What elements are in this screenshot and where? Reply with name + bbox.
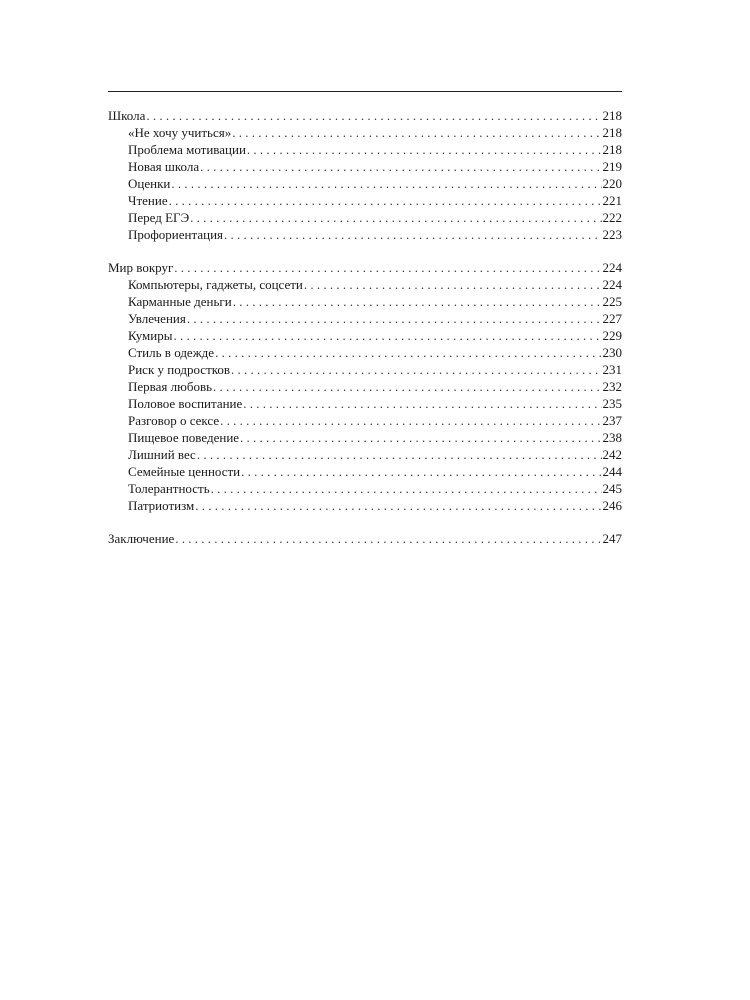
dot-leader <box>200 158 601 175</box>
dot-leader <box>215 344 601 361</box>
dot-leader <box>220 412 601 429</box>
entry-page-number: 232 <box>602 379 622 394</box>
toc-entry[interactable] <box>108 378 622 395</box>
entry-page-number: 231 <box>602 362 622 377</box>
entry-page-number: 224 <box>602 260 622 275</box>
toc-entry[interactable] <box>108 327 622 344</box>
dot-leader <box>190 209 601 226</box>
entry-page-number: 245 <box>602 481 622 496</box>
entry-label: Половое воспитание <box>128 396 243 411</box>
entry-label: Пищевое поведение <box>128 430 240 445</box>
toc-entry[interactable] <box>108 310 622 327</box>
toc-section-world <box>108 259 622 514</box>
dot-leader <box>173 327 601 344</box>
toc-entry[interactable] <box>108 480 622 497</box>
toc-entry[interactable] <box>108 344 622 361</box>
toc-entry[interactable] <box>108 124 622 141</box>
toc-entry[interactable] <box>108 446 622 463</box>
dot-leader <box>304 276 602 293</box>
toc-entry[interactable] <box>108 361 622 378</box>
entry-page-number: 238 <box>602 430 622 445</box>
entry-label: Проблема мотивации <box>128 142 246 157</box>
entry-page-number: 242 <box>602 447 622 462</box>
dot-leader <box>171 175 601 192</box>
dot-leader <box>175 530 601 547</box>
dot-leader <box>169 192 602 209</box>
dot-leader <box>243 395 601 412</box>
entry-label: Оценки <box>128 176 171 191</box>
dot-leader <box>233 293 602 310</box>
dot-leader <box>232 124 601 141</box>
dot-leader <box>241 463 601 480</box>
entry-label: Перед ЕГЭ <box>128 210 190 225</box>
dot-leader <box>247 141 602 158</box>
entry-page-number: 223 <box>602 227 622 242</box>
toc-entry[interactable] <box>108 209 622 226</box>
entry-page-number: 220 <box>602 176 622 191</box>
entry-page-number: 235 <box>602 396 622 411</box>
entry-label: Увлечения <box>128 311 186 326</box>
entry-label: Первая любовь <box>128 379 213 394</box>
dot-leader <box>224 226 602 243</box>
dot-leader <box>231 361 601 378</box>
entry-page-number: 237 <box>602 413 622 428</box>
top-rule <box>108 91 622 92</box>
entry-page-number: 225 <box>602 294 622 309</box>
entry-label: Компьютеры, гаджеты, соцсети <box>128 277 303 292</box>
toc-entry[interactable] <box>108 293 622 310</box>
dot-leader <box>213 378 601 395</box>
toc-entry[interactable] <box>108 158 622 175</box>
entry-page-number: 218 <box>602 142 622 157</box>
toc-section-conclusion <box>108 530 622 547</box>
dot-leader <box>174 259 601 276</box>
entry-page-number: 222 <box>602 210 622 225</box>
entry-page-number: 218 <box>602 125 622 140</box>
dot-leader <box>195 497 601 514</box>
entry-label: Новая школа <box>128 159 200 174</box>
entry-page-number: 219 <box>602 159 622 174</box>
entry-label: Школа <box>108 108 146 123</box>
dot-leader <box>211 480 602 497</box>
entry-label: Мир вокруг <box>108 260 174 275</box>
entry-page-number: 247 <box>602 531 622 546</box>
toc-entry[interactable] <box>108 463 622 480</box>
toc-entry[interactable] <box>108 192 622 209</box>
entry-label: Чтение <box>128 193 168 208</box>
entry-label: Карманные деньги <box>128 294 232 309</box>
entry-page-number: 227 <box>602 311 622 326</box>
entry-label: Стиль в одежде <box>128 345 215 360</box>
toc-entry[interactable] <box>108 276 622 293</box>
toc-entry[interactable] <box>108 175 622 192</box>
dot-leader <box>197 446 602 463</box>
entry-label: Заключение <box>108 531 175 546</box>
toc-section-school <box>108 107 622 243</box>
entry-label: Риск у подростков <box>128 362 231 377</box>
toc-entry[interactable] <box>108 226 622 243</box>
toc-entry-section[interactable] <box>108 530 622 547</box>
entry-page-number: 218 <box>602 108 622 123</box>
table-of-contents <box>108 107 622 547</box>
dot-leader <box>240 429 601 446</box>
entry-label: Профориентация <box>128 227 223 242</box>
dot-leader <box>146 107 601 124</box>
toc-entry[interactable] <box>108 412 622 429</box>
entry-page-number: 230 <box>602 345 622 360</box>
toc-entry[interactable] <box>108 497 622 514</box>
entry-label: Толерантность <box>128 481 210 496</box>
entry-page-number: 221 <box>602 193 622 208</box>
entry-page-number: 229 <box>602 328 622 343</box>
entry-label: Кумиры <box>128 328 173 343</box>
entry-page-number: 244 <box>602 464 622 479</box>
entry-label: «Не хочу учиться» <box>128 125 232 140</box>
entry-label: Семейные ценности <box>128 464 241 479</box>
entry-page-number: 224 <box>602 277 622 292</box>
entry-label: Патриотизм <box>128 498 195 513</box>
toc-entry[interactable] <box>108 429 622 446</box>
toc-entry-section[interactable] <box>108 259 622 276</box>
toc-entry-section[interactable] <box>108 107 622 124</box>
toc-entry[interactable] <box>108 395 622 412</box>
toc-entry[interactable] <box>108 141 622 158</box>
entry-label: Лишний вес <box>128 447 196 462</box>
entry-page-number: 246 <box>602 498 622 513</box>
entry-label: Разговор о сексе <box>128 413 220 428</box>
dot-leader <box>187 310 602 327</box>
